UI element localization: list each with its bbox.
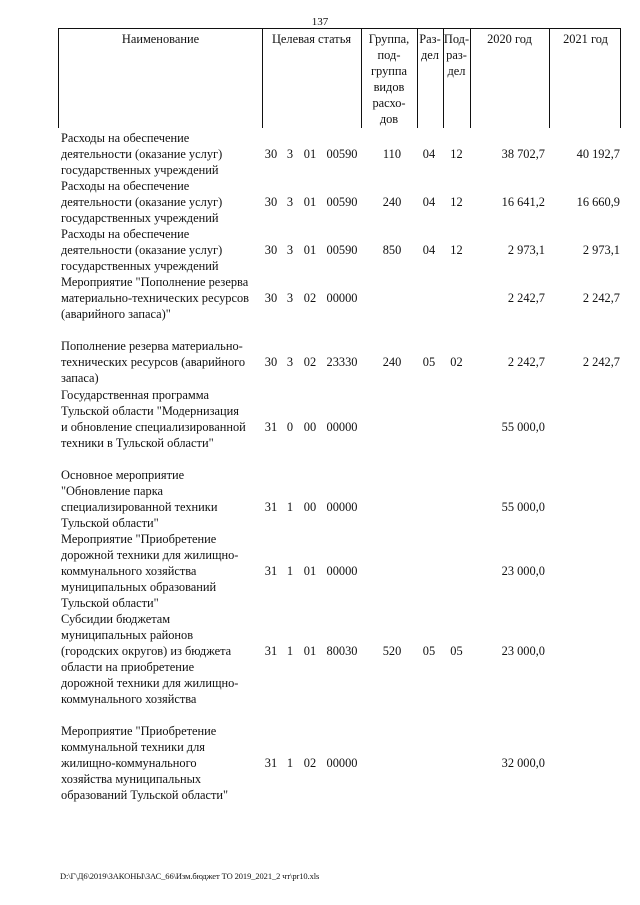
cell-a4: 80030 [326,644,358,658]
cell-a4: 00000 [326,420,358,434]
header-year-2020: 2020 год [487,32,532,46]
cell-a4: 00000 [326,291,358,305]
cell-a4: 00000 [326,756,358,770]
cell-group: 520 [382,644,402,658]
row-name: Мероприятие "Приобретение коммунальной техники для жилищно-коммунального хозяйства муниципальных образований Тульской области" [61,724,229,802]
cell-subsection: 12 [450,195,463,209]
row-name: Расходы на обеспечение деятельности (оказание услуг) государственных учреждений [61,131,223,177]
cell-a1: 31 [264,564,278,578]
cell-a4: 00000 [326,500,358,514]
cell-group: 240 [382,355,402,369]
cell-group: 850 [382,243,402,257]
cell-a3: 01 [303,243,317,257]
header-target-article: Целевая статья [271,32,352,46]
cell-a1: 30 [264,147,278,161]
cell-a4: 00590 [326,195,358,209]
row-name: Расходы на обеспечение деятельности (оказание услуг) государственных учреждений [61,227,223,273]
cell-a4: 23330 [326,355,358,369]
cell-group: 240 [382,195,402,209]
row-name: Мероприятие "Пополнение резерва материально-технических ресурсов (аварийного запаса)" [61,275,250,321]
cell-subsection: 02 [450,355,463,369]
cell-a3: 01 [303,147,317,161]
header-group: Группа, под- группа видов расхо- дов [368,32,410,126]
cell-section: 05 [422,644,436,658]
cell-a3: 01 [303,644,317,658]
cell-a2: 0 [286,420,294,434]
cell-a2: 1 [286,644,294,658]
cell-a1: 31 [264,420,278,434]
header-section: Раз- дел [419,32,441,62]
cell-section: 05 [422,355,436,369]
cell-section: 04 [422,195,436,209]
cell-y2020: 55 000,0 [501,420,545,434]
cell-a2: 1 [286,756,294,770]
cell-a3: 00 [303,420,317,434]
cell-y2020: 2 242,7 [507,355,545,369]
cell-a2: 3 [286,195,294,209]
row-name: Субсидии бюджетам муниципальных районов (городских округов) из бюджета области на приобретение дорожной техники для жилищно- коммунального хозяйства [61,612,239,706]
cell-a3: 01 [303,564,317,578]
cell-y2021: 2 973,1 [582,243,620,257]
cell-y2021: 40 192,7 [576,147,620,161]
cell-a4: 00590 [326,243,358,257]
cell-subsection: 12 [450,243,463,257]
cell-y2020: 16 641,2 [501,195,545,209]
cell-a1: 31 [264,644,278,658]
page-number: 137 [311,16,329,28]
cell-y2020: 2 242,7 [507,291,545,305]
cell-y2021: 16 660,9 [576,195,620,209]
footer-file-path: D:\Г\Д6\2019\ЗАКОНЫ\ЗАС_66\Изм.бюджет ТО 2019_2021_2 чт\pr10.xls [60,871,320,881]
cell-subsection: 12 [450,147,463,161]
cell-y2020: 38 702,7 [501,147,545,161]
cell-a1: 31 [264,756,278,770]
cell-a2: 3 [286,243,294,257]
cell-y2020: 2 973,1 [507,243,545,257]
cell-a2: 3 [286,355,294,369]
cell-y2020: 23 000,0 [501,644,545,658]
cell-section: 04 [422,147,436,161]
cell-y2021: 2 242,7 [582,291,620,305]
row-name: Расходы на обеспечение деятельности (оказание услуг) государственных учреждений [61,179,223,225]
cell-y2020: 55 000,0 [501,500,545,514]
cell-a3: 02 [303,291,317,305]
cell-a1: 30 [264,355,278,369]
cell-a4: 00000 [326,564,358,578]
cell-a3: 00 [303,500,317,514]
cell-y2021: 2 242,7 [582,355,620,369]
cell-a1: 30 [264,195,278,209]
row-name: Мероприятие "Приобретение дорожной техники для жилищно- коммунального хозяйства муниципальных образований Тульской области" [61,532,239,610]
header-subsection: Под- раз- дел [443,32,470,78]
header-name: Наименование [121,32,200,46]
cell-y2020: 32 000,0 [501,756,545,770]
cell-a2: 3 [286,147,294,161]
cell-subsection: 05 [450,644,463,658]
cell-a3: 01 [303,195,317,209]
cell-a1: 30 [264,291,278,305]
table-header [58,28,621,128]
cell-a3: 02 [303,756,317,770]
cell-a4: 00590 [326,147,358,161]
cell-y2020: 23 000,0 [501,564,545,578]
header-year-2021: 2021 год [563,32,608,46]
cell-section: 04 [422,243,436,257]
cell-a1: 30 [264,243,278,257]
cell-a2: 3 [286,291,294,305]
cell-a1: 31 [264,500,278,514]
cell-group: 110 [382,147,402,161]
row-name: Основное мероприятие "Обновление парка специализированной техники Тульской области" [61,468,218,530]
cell-a3: 02 [303,355,317,369]
cell-a2: 1 [286,564,294,578]
cell-a2: 1 [286,500,294,514]
row-name: Пополнение резерва материально- технических ресурсов (аварийного запаса) [61,339,246,385]
row-name: Государственная программа Тульской области "Модернизация и обновление специализированной техники в Тульской области" [61,388,246,450]
